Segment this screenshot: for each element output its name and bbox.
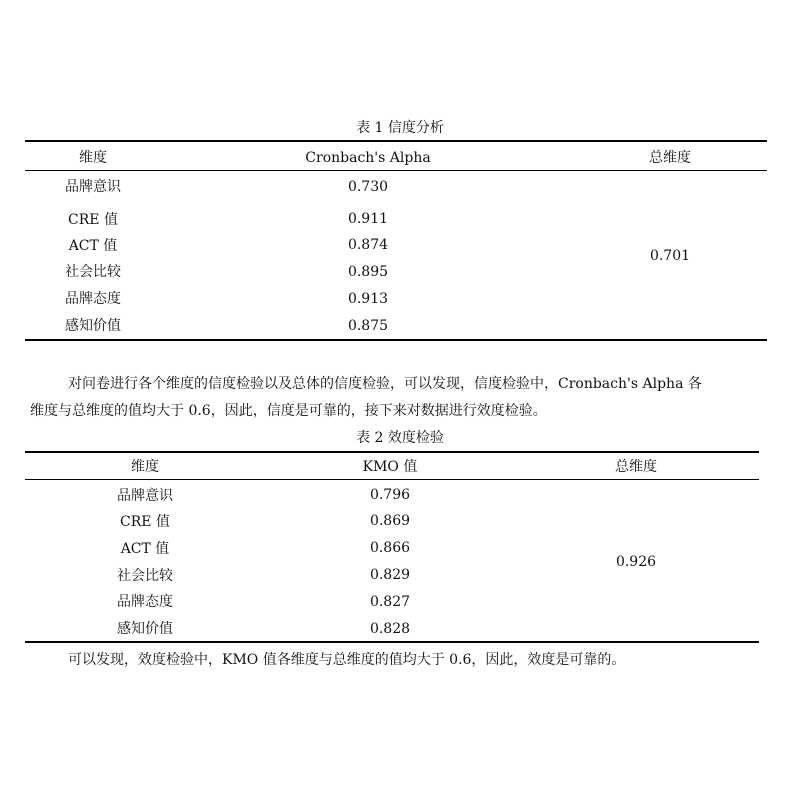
table2-row-value: 0.796 bbox=[369, 487, 411, 503]
table2-header-kmo: KMO 值 bbox=[362, 459, 418, 475]
table1-caption: 表 1 信度分析 bbox=[356, 120, 444, 136]
paragraph1-line1: 对问卷进行各个维度的信度检验以及总体的信度检验，可以发现，信度检验中，Cronbach's Alpha 各 bbox=[68, 376, 702, 392]
table1-header-alpha: Cronbach's Alpha bbox=[305, 150, 431, 166]
table2-header-dimension: 维度 bbox=[131, 459, 159, 475]
table1-row-dimension: 品牌态度 bbox=[65, 291, 121, 307]
table2-row-value: 0.829 bbox=[369, 567, 411, 583]
table1-header-rule bbox=[25, 170, 767, 171]
table2-bottom-rule bbox=[25, 641, 759, 643]
table2-top-rule bbox=[25, 451, 759, 453]
table1-header-total: 总维度 bbox=[649, 150, 691, 166]
table1-top-rule bbox=[25, 140, 767, 142]
table1-row-dimension: 感知价值 bbox=[65, 318, 121, 334]
table1-row-dimension: 社会比较 bbox=[65, 264, 121, 280]
table2-row-value: 0.869 bbox=[369, 513, 411, 529]
table1-row-value: 0.874 bbox=[347, 237, 389, 253]
paragraph2-line1: 可以发现，效度检验中，KMO 值各维度与总维度的值均大于 0.6，因此，效度是可靠的。 bbox=[68, 652, 626, 668]
table2-row-dimension: ACT 值 bbox=[120, 541, 170, 557]
table1-row-dimension: ACT 值 bbox=[68, 238, 118, 254]
table2-total-value: 0.926 bbox=[615, 554, 657, 570]
table2-row-value: 0.828 bbox=[369, 621, 411, 637]
table1-total-value: 0.701 bbox=[649, 248, 691, 264]
paragraph1-line2: 维度与总维度的值均大于 0.6，因此，信度是可靠的，接下来对数据进行效度检验。 bbox=[30, 403, 547, 419]
table1-row-dimension: 品牌意识 bbox=[65, 179, 121, 195]
table2-row-value: 0.866 bbox=[369, 540, 411, 556]
table1-row-dimension: CRE 值 bbox=[68, 212, 118, 228]
table2-row-dimension: 品牌意识 bbox=[117, 488, 173, 504]
table2-row-dimension: 品牌态度 bbox=[117, 594, 173, 610]
table2-header-total: 总维度 bbox=[615, 459, 657, 475]
table1-header-dimension: 维度 bbox=[79, 150, 107, 166]
table2-row-dimension: 感知价值 bbox=[117, 621, 173, 637]
table1-row-value: 0.895 bbox=[347, 264, 389, 280]
table1-row-value: 0.913 bbox=[347, 291, 389, 307]
table2-row-dimension: CRE 值 bbox=[120, 514, 170, 530]
table2-row-dimension: 社会比较 bbox=[117, 568, 173, 584]
table1-bottom-rule bbox=[25, 339, 767, 341]
table1-row-value: 0.875 bbox=[347, 318, 389, 334]
table1-row-value: 0.911 bbox=[347, 211, 389, 227]
table2-caption: 表 2 效度检验 bbox=[356, 430, 444, 446]
table2-row-value: 0.827 bbox=[369, 594, 411, 610]
table1-row-value: 0.730 bbox=[347, 179, 389, 195]
table2-header-rule bbox=[25, 479, 759, 480]
